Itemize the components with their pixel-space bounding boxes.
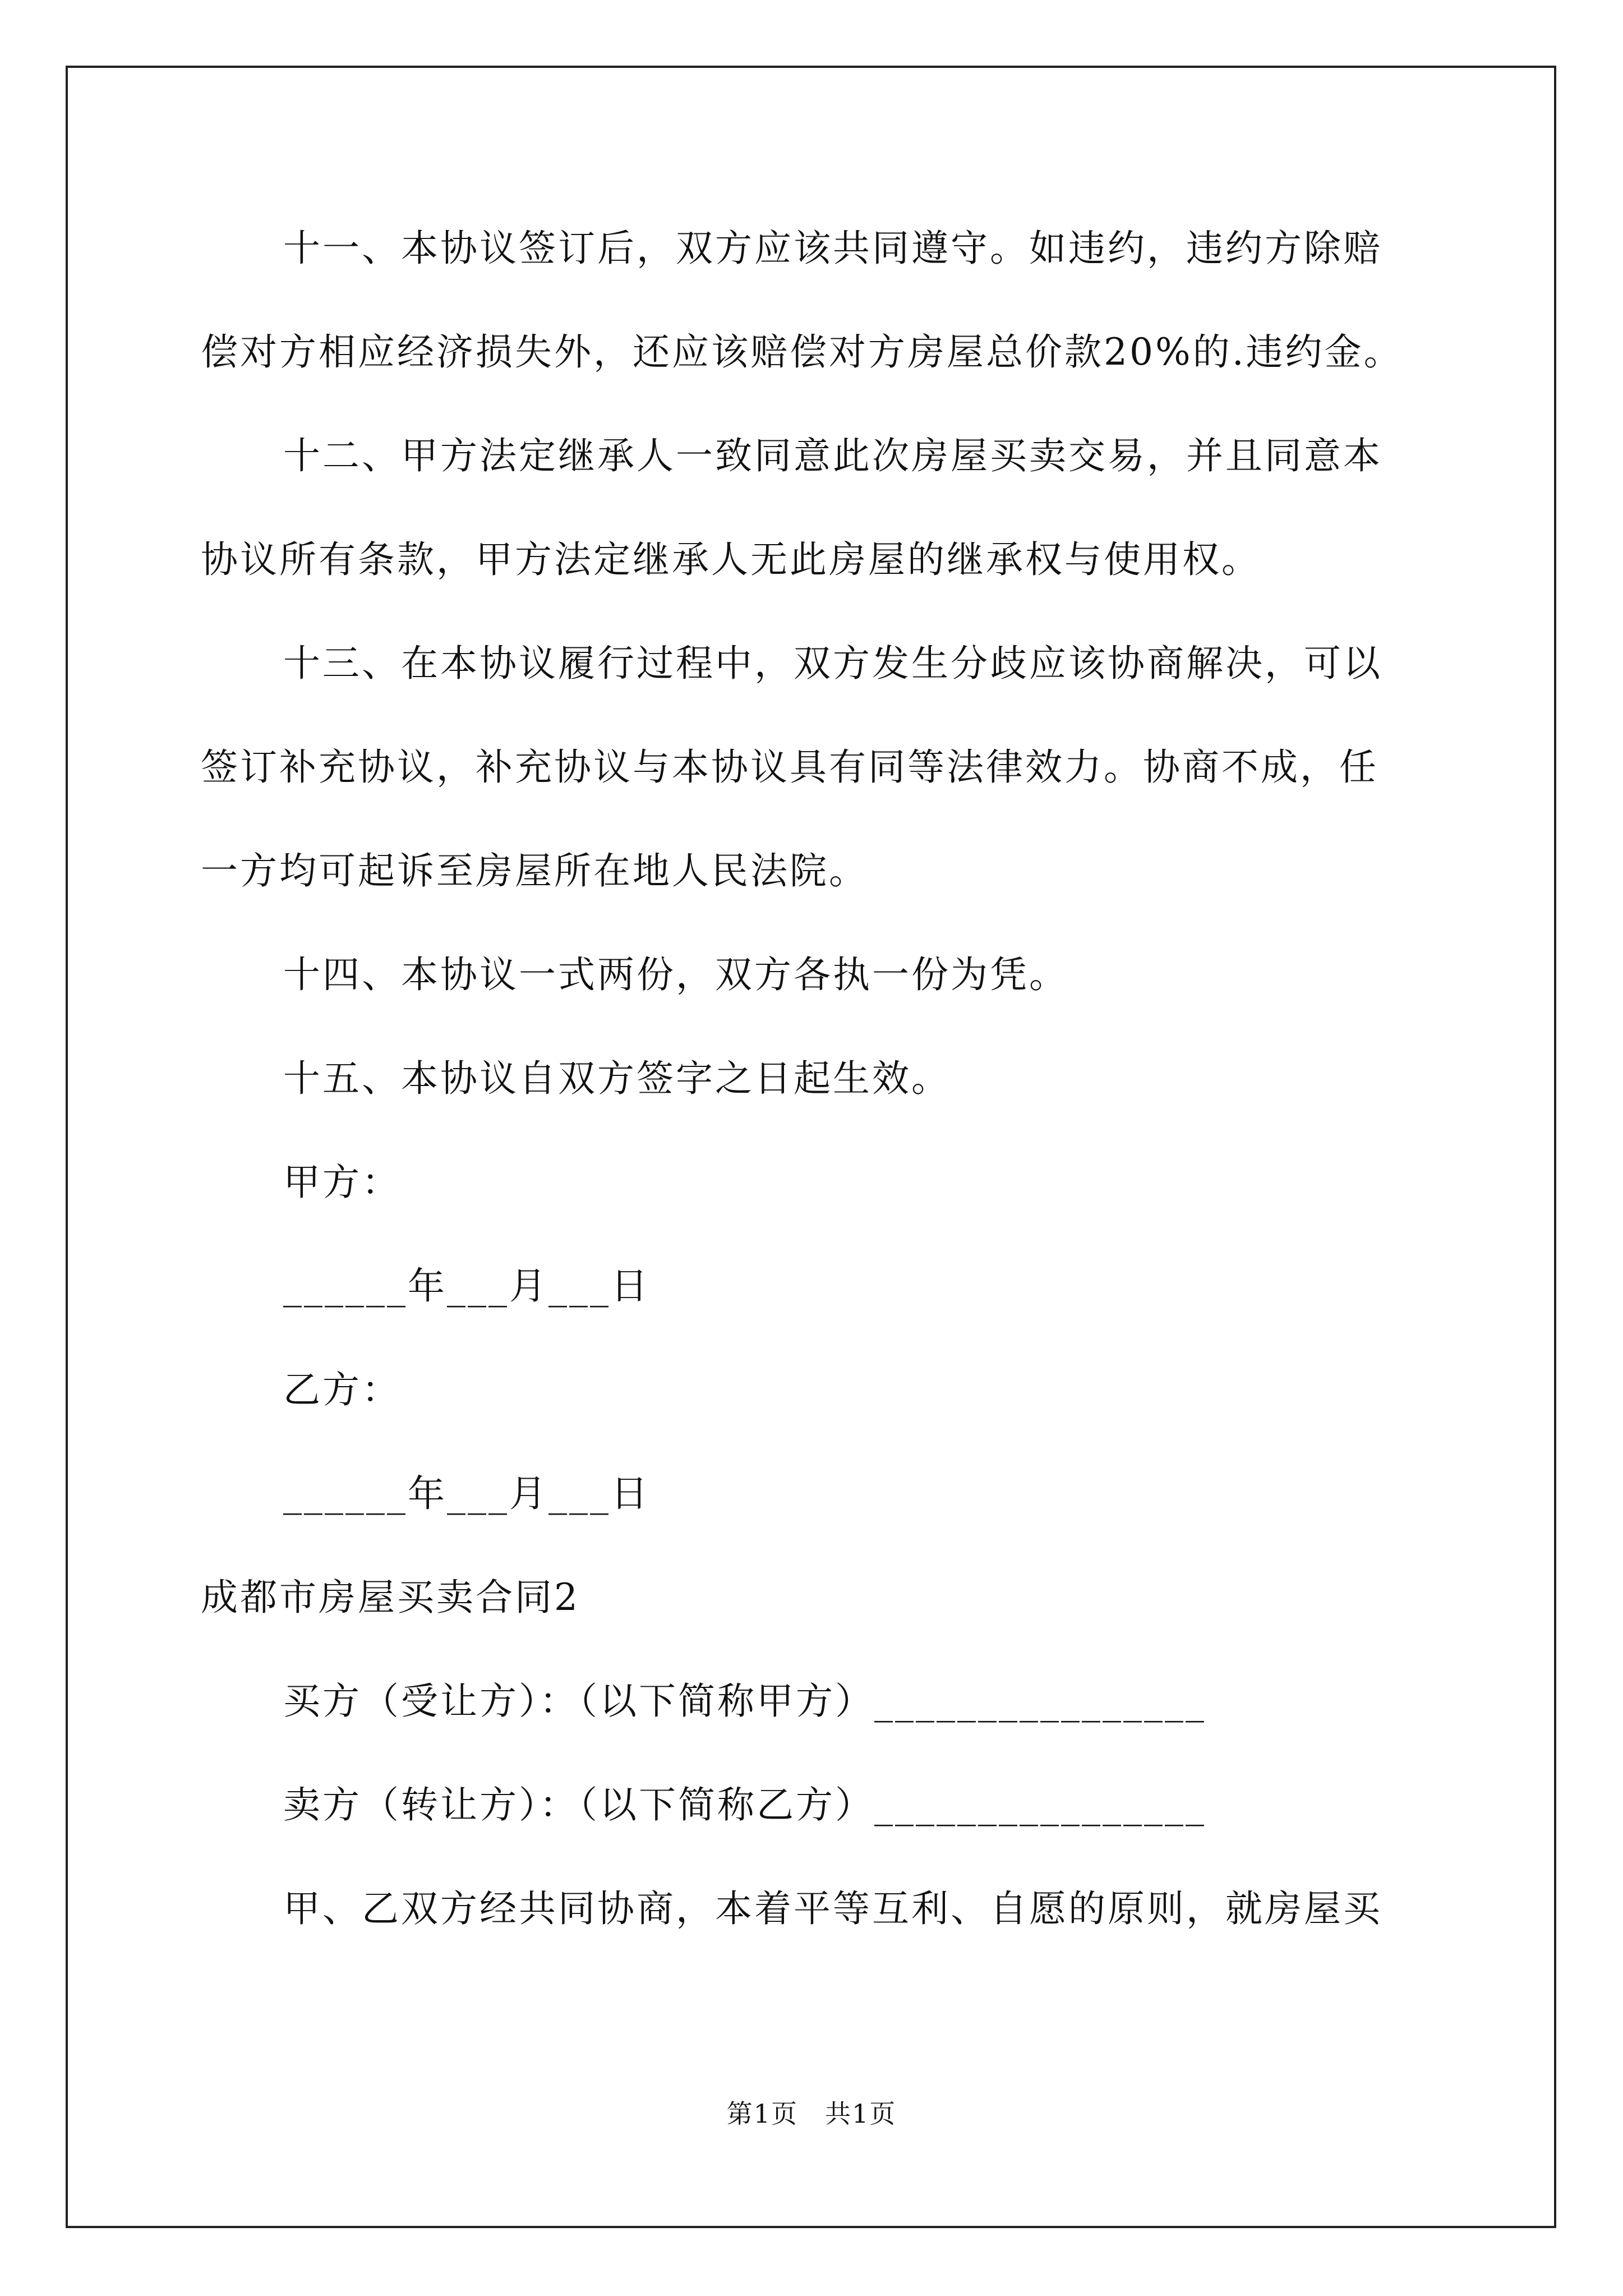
buyer-line: 买方（受让方）：（以下简称甲方）________________: [283, 1680, 1206, 1723]
party-b-label: 乙方：: [283, 1368, 401, 1411]
party-a-label: 甲方：: [283, 1161, 401, 1204]
paragraph-line: 十三、在本协议履行过程中，双方发生分歧应该协商解决，可以: [283, 642, 1382, 685]
date-line: ______年___月___日: [283, 1472, 650, 1515]
page-footer: 第1页 共1页: [726, 2099, 897, 2129]
paragraph-line: 签订补充协议，补充协议与本协议具有同等法律效力。协商不成，任: [201, 746, 1378, 789]
paragraph-line: 协议所有条款，甲方法定继承人无此房屋的继承权与使用权。: [201, 538, 1261, 581]
paragraph-line: 甲、乙双方经共同协商，本着平等互利、自愿的原则，就房屋买: [283, 1887, 1382, 1930]
date-line: ______年___月___日: [283, 1264, 650, 1308]
paragraph-line: 十二、甲方法定继承人一致同意此次房屋买卖交易，并且同意本: [283, 434, 1382, 477]
paragraph-line: 偿对方相应经济损失外，还应该赔偿对方房屋总价款20%的.违约金。: [201, 330, 1403, 374]
paragraph-line: 十一、本协议签订后，双方应该共同遵守。如违约，违约方除赔: [283, 227, 1382, 270]
section-title: 成都市房屋买卖合同2: [201, 1576, 580, 1619]
seller-line: 卖方（转让方）：（以下简称乙方）________________: [283, 1783, 1206, 1826]
paragraph-line: 一方均可起诉至房屋所在地人民法院。: [201, 849, 868, 892]
paragraph-line: 十五、本协议自双方签字之日起生效。: [283, 1057, 951, 1100]
paragraph-line: 十四、本协议一式两份，双方各执一份为凭。: [283, 953, 1068, 996]
